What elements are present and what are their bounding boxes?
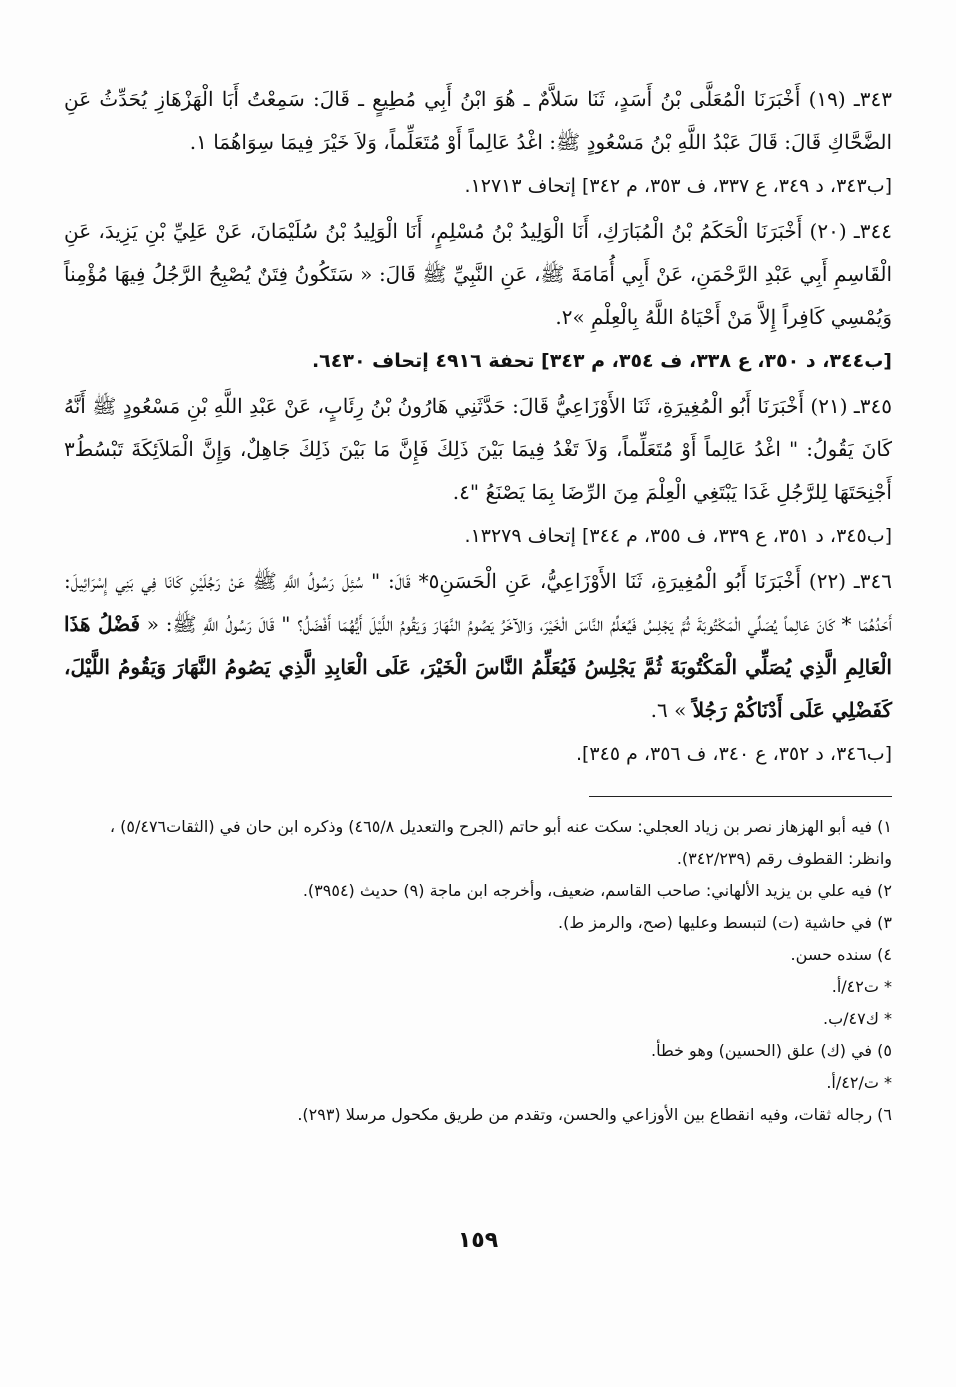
reference-343: [ب٣٤٣، د ٣٤٩، ع ٣٣٧، ف ٣٥٣، م ٣٤٢] إتحاف ١٢٧١٣. <box>464 175 892 197</box>
hadith-346-text: ٣٤٦ـ (٢٢) أَخْبَرَنَا أَبُو الْمُغِيرَةِ، ثَنَا الأَوْزَاعِيُّ، عَنِ الْحَسَنِ٥* قَالَ: " سُئِلَ رَسُولُ اللَّهِ ﷺ عَنْ رَجُلَيْنِ كَانَا فِي بَنِي إِسْرَائِيلَ: أَحَدُهُمَا * كَانَ عَالِماً يُصَلِّي الْمَكْتُوبَةَ ثُمَّ يَجْلِسُ فَيُعَلِّمُ النَّاسَ الْخَيْرَ، وَالآخَرُ يَصُومُ النَّهَارَ وَيَقُومُ اللَّيْلَ أَيُّهُمَا أَفْضَلُ؟ " قَالَ رَسُولُ اللَّهِ ﷺ: « <box>64 569 892 636</box>
reference-345: [ب٣٤٥، د ٣٥١، ع ٣٣٩، ف ٣٥٥، م ٣٤٤] إتحاف ١٣٢٧٩. <box>464 525 892 547</box>
footnote-4: ٤) سنده حسن. <box>790 945 892 964</box>
footnote-3: ٣) في حاشية (ت) لتبسط وعليها (صح، والرمز ط). <box>558 913 892 932</box>
footnote-5: ٥) في (ك) علق (الحسين) وهو خطأ. <box>650 1041 892 1060</box>
footnote-star-1: * ت٤٢/أ. <box>831 977 892 996</box>
hadith-346-tail: » ٦. <box>650 698 693 722</box>
hadith-346 <box>64 560 892 732</box>
footnote-star-3: * ت/٤٢/أ. <box>826 1073 892 1092</box>
footnote-star-2: * ك٤٧/ب. <box>822 1009 892 1028</box>
hadith-346-prophet-saying: فَضْلُ هَذَا الْعَالِمِ الَّذِي يُصَلِّي الْمَكْتُوبَةَ ثُمَّ يَجْلِسُ فَيُعَلِّمُ النَّاسَ الْخَيْرَ، عَلَى الْعَابِدِ الَّذِي يَصُومُ النَّهَارَ وَيَقُومُ اللَّيْلَ، كَفَضْلِي عَلَى أَدْنَاكُمْ رَجُلاً <box>64 612 892 722</box>
hadith-345: ٣٤٥ـ (٢١) أَخْبَرَنَا أَبُو الْمُغِيرَةِ، ثَنَا الأَوْزَاعِيُّ قَالَ: حَدَّثَنِي هَارُونُ بْنُ رِئَابٍ، عَنْ عَبْدِ اللَّهِ بْنِ مَسْعُودٍ ﷺ أَنَّهُ كَانَ يَقُولُ: " اغْدُ عَالِماً أَوْ مُتَعَلِّماً، وَلاَ تَغْدُ فِيمَا بَيْنَ ذَلِكَ فَإِنَّ مَا بَيْنَ ذَلِكَ جَاهِلٌ، وَإِنَّ الْمَلاَئِكَةَ تَبْسُطُ٣ أَجْنِحَتَهَا لِلرَّجُلِ غَدَا يَبْتَغِي الْعِلْمَ مِنَ الرِّضَا بِمَا يَصْنَعُ "٤. <box>64 394 892 504</box>
page-number: ١٥٩ <box>457 1228 499 1253</box>
reference-344: [ب٣٤٤، د ٣٥٠، ع ٣٣٨، ف ٣٥٤، م ٣٤٣] تحفة ٤٩١٦ إتحاف ٦٤٣٠. <box>311 350 892 372</box>
footnote-6: ٦) رجاله ثقات، وفيه انقطاع بين الأوزاعي والحسن، وتقدم من طريق مكحول مرسلا (٢٩٣). <box>297 1105 892 1124</box>
footnote-2: ٢) فيه علي بن يزيد الألهاني: صاحب القاسم، ضعيف، وأخرجه ابن ماجة (٩) حديث (٣٩٥٤). <box>302 881 892 900</box>
reference-346: [ب٣٤٦، د ٣٥٢، ع ٣٤٠، ف ٣٥٦، م ٣٤٥]. <box>575 743 892 765</box>
hadith-344: ٣٤٤ـ (٢٠) أَخْبَرَنَا الْحَكَمُ بْنُ الْمُبَارَكِ، أَنَا الْوَلِيدُ بْنُ مُسْلِمٍ، أَنَا الْوَلِيدُ بْنُ سُلَيْمَانَ، عَنْ عَلِيِّ بْنِ يَزِيدَ، عَنِ الْقَاسِمِ أَبِي عَبْدِ الرَّحْمَنِ، عَنْ أَبِي أُمَامَةَ ﷺ، عَنِ النَّبِيِّ ﷺ قَالَ: « سَتَكُونُ فِتَنٌ يُصْبِحُ الرَّجُلُ فِيهَا مُؤْمِناً وَيُمْسِي كَافِراً إِلاَّ مَنْ أَحْيَاهُ اللَّهُ بِالْعِلْمِ »٢. <box>64 219 893 329</box>
footnote-1: ١) فيه أبو الهزهاز نصر بن زياد العجلي: سكت عنه أبو حاتم (الجرح والتعديل ٤٦٥/٨) وذكره ابن حان في (الثقات٥/٤٧٦) ، وانظر: القطوف رقم (٣٤٢/٢٣٩). <box>109 817 892 868</box>
hadith-343: ٣٤٣ـ (١٩) أَخْبَرَنَا الْمُعَلَّى بْنُ أَسَدٍ، ثَنَا سَلاَّمٌ ـ هُوَ ابْنُ أَبِي مُطِيعٍ ـ قَالَ: سَمِعْتُ أَبَا الْهَزْهَازِ يُحَدِّثُ عَنِ الضَّحَّاكِ قَالَ: قَالَ عَبْدُ اللَّهِ بْنُ مَسْعُودٍ ﷺ: اغْدُ عَالِماً أَوْ مُتَعَلِّماً، وَلاَ خَيْرَ فِيمَا سِوَاهُمَا ١. <box>64 87 892 154</box>
footnote-divider <box>589 796 892 797</box>
footnotes <box>64 811 892 1131</box>
